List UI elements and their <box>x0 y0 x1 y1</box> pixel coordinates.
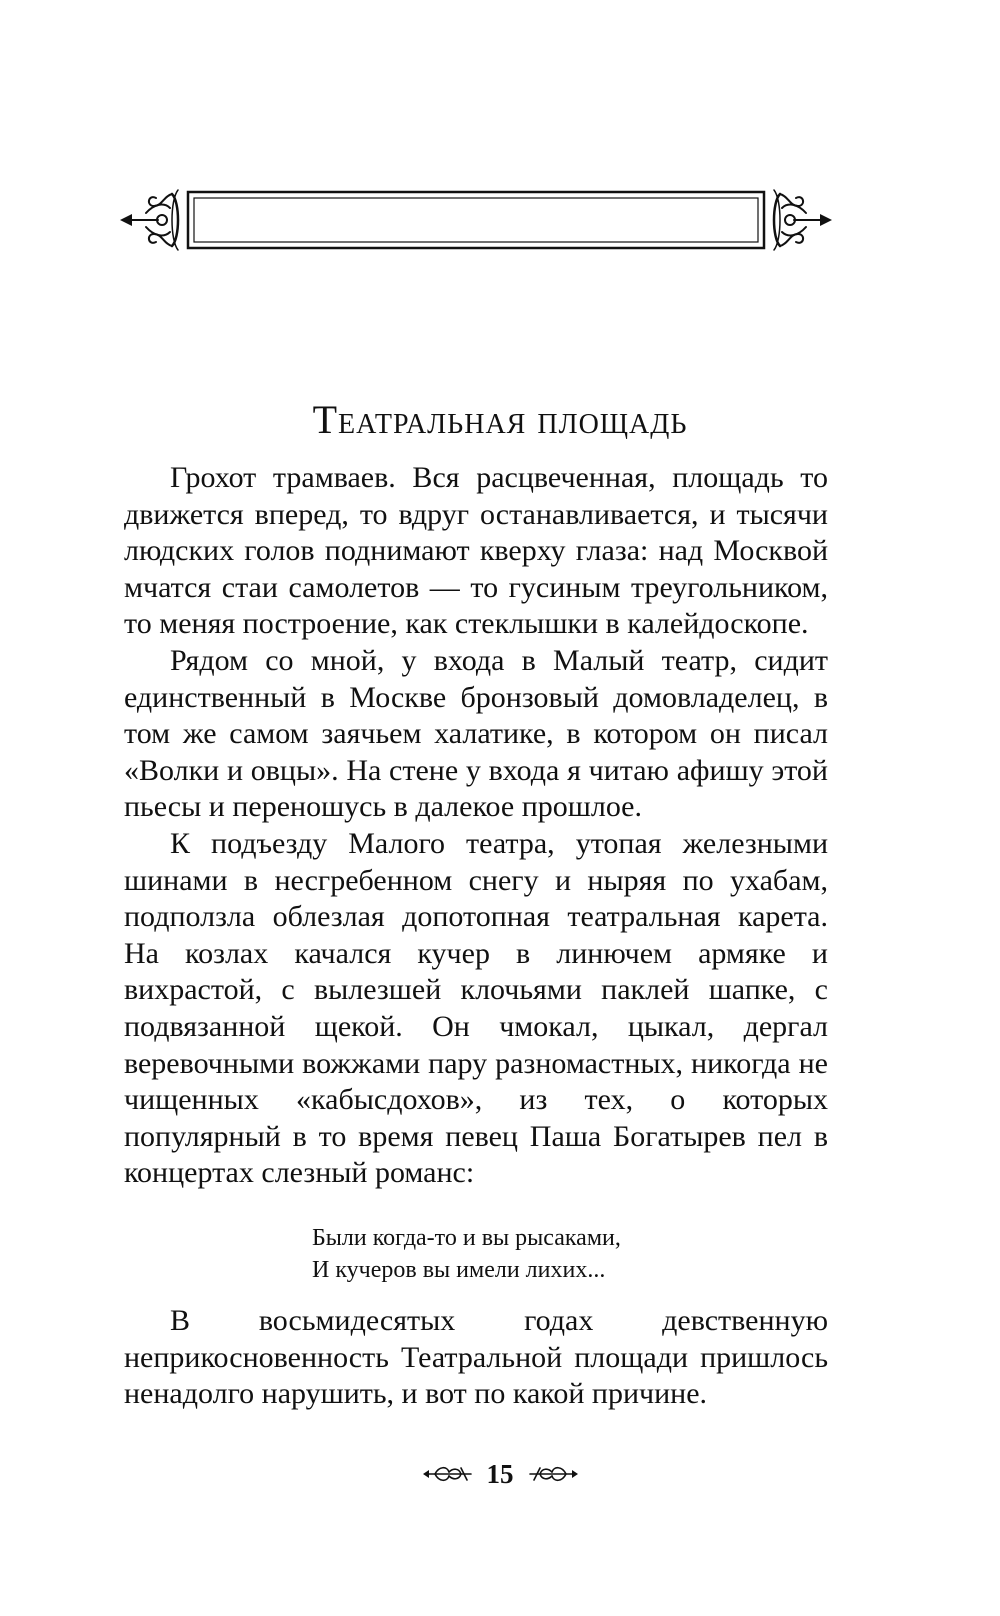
body-text <box>124 460 828 1192</box>
verse-line: И кучеров вы имели лихих... <box>312 1257 606 1283</box>
verse-quote <box>312 1222 621 1286</box>
chapter-title: Театральная площадь <box>312 397 688 442</box>
paragraph: В восьмидесятых годах девственную неприкосновенность Театральной площади пришлось ненадолго нарушить, и вот по какой причине. <box>124 1304 828 1411</box>
page-number: 15 <box>486 1459 514 1489</box>
decorative-frame-icon <box>118 180 834 260</box>
page-footer <box>0 1454 1000 1494</box>
paragraph: Грохот трамваев. Вся расцвеченная, площадь то движется вперед, то вдруг останавливается, и тысячи людских голов поднимают кверху глаза: над Москвой мчатся стаи самолетов — то гусиным треугольником, то меняя построение, как стеклышки в калейдоскопе. <box>124 461 828 641</box>
verse-line: Были когда-то и вы рысаками, <box>312 1225 621 1251</box>
paragraph: К подъезду Малого театра, утопая железными шинами в несгребенном снегу и ныряя по ухабам, подползла облезлая допотопная театральная карета. На козлах качался кучер в линючем армяке и вихрастой, с вылезшей клочьями паклей шапке, с подвязанной щекой. Он чмокал, цыкал, дергал веревочными вожжами пару разномастных, никогда не чищенных «кабысдохов», из тех, о которых популярный в то время певец Паша Богатырев пел в концертах слезный романс: <box>124 826 828 1190</box>
fleuron-right-icon <box>528 1464 580 1484</box>
closing-text <box>124 1303 828 1413</box>
paragraph: Рядом со мной, у входа в Малый театр, сидит единственный в Москве бронзовый домовладелец, в том же самом заячьем халатике, в котором он писал «Волки и овцы». На стене у входа я читаю афишу этой пьесы и переношусь в далекое прошлое. <box>124 643 828 824</box>
fleuron-left-icon <box>421 1464 473 1484</box>
